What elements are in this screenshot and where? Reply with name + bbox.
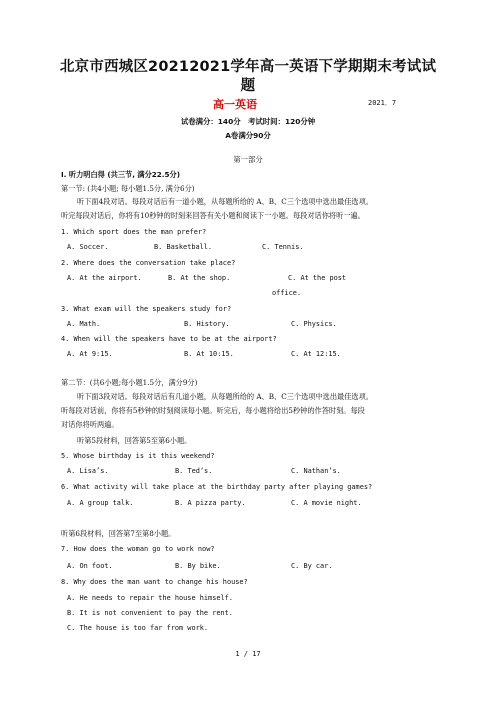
- q8-option-c: C. The house is too far from work.: [67, 624, 209, 632]
- subsection-1-instruction: 听下面4段对话。每段对话后有一道小题，从每题所给的 A、B、C三个选项中选出最佳选项。: [77, 197, 373, 206]
- question-8: 8. Why does the man want to change his house?: [61, 578, 248, 586]
- q2-option-c: C. At the post: [288, 274, 347, 282]
- q3-option-a: A. Math.: [67, 320, 101, 328]
- material-5-note: 听第5段材料，回答第5至第6小题。: [77, 436, 192, 445]
- material-6-note: 听第6段材料，回答第7至第8小题。: [61, 529, 176, 538]
- q3-option-c: C. Physics.: [291, 320, 337, 328]
- question-5: 5. Whose birthday is it this weekend?: [61, 452, 215, 460]
- q8-option-b: B. It is not convenient to pay the rent.: [67, 609, 233, 617]
- q8-option-a: A. He needs to repair the house himself.: [67, 594, 233, 602]
- exam-date: 2021．7: [368, 99, 397, 107]
- q1-option-a: A. Soccer.: [67, 243, 109, 251]
- q5-option-c: C. Nathan’s.: [291, 467, 341, 475]
- subsection-1-instruction-cont: 听完每段对话后，你将有10秒钟的时刻来回答有关小题和阅读下一小题。每段对话你将听一遍。: [61, 211, 365, 220]
- question-2: 2. Where does the conversation take place?: [61, 259, 236, 267]
- q2-option-b: B. At the shop.: [168, 274, 231, 282]
- q5-option-b: B. Ted’s.: [175, 467, 213, 475]
- q7-option-c: C. By car.: [291, 562, 333, 570]
- section-a-score: A卷满分90分: [225, 131, 271, 140]
- q4-option-c: C. At 12:15.: [291, 350, 341, 358]
- subsection-2-intro: 第二节：(共6小题;每小题1.5分，满分9分): [61, 378, 198, 387]
- q7-option-a: A. On foot.: [67, 562, 113, 570]
- q6-option-c: C. A movie night.: [291, 499, 362, 507]
- subject-label: 高一英语: [213, 98, 257, 111]
- question-3: 3. What exam will the speakers study for?: [61, 305, 232, 313]
- subsection-2-instruction-cont: 听每段对话前，你将有5秒钟的时刻阅读每小题。听完后，每小题将给出5秒钟的作答时刻。每段: [61, 406, 365, 415]
- q5-option-a: A. Lisa’s.: [67, 467, 109, 475]
- question-6: 6. What activity will take place at the birthday party after playing games?: [61, 483, 373, 491]
- title-line-1: 北京市西城区20212021学年高一英语下学期期末考试试: [59, 59, 437, 75]
- page-number: 1 / 17: [235, 650, 261, 658]
- title-line-2: 题: [240, 78, 256, 94]
- q4-option-a: A. At 9:15.: [67, 350, 113, 358]
- question-7: 7. How does the woman go to work now?: [61, 545, 215, 553]
- q1-option-b: B. Basketball.: [154, 243, 213, 251]
- question-4: 4. When will the speakers have to be at the airport?: [61, 335, 277, 343]
- q7-option-b: B. By bike.: [175, 562, 221, 570]
- score-time-info: 试卷满分：140分 考试时间：120分钟: [180, 117, 316, 126]
- q4-option-b: B. At 10:15.: [184, 350, 234, 358]
- subsection-2-instruction-end: 对话你将听两遍。: [61, 420, 119, 429]
- question-1: 1. Which sport does the man prefer?: [61, 228, 207, 236]
- subsection-1-intro: 第一节: (共4小题; 每小题1.5分, 满分6分): [61, 184, 195, 193]
- q1-option-c: C. Tennis.: [262, 243, 304, 251]
- q2-option-c-cont: office.: [272, 289, 302, 297]
- section-heading: I. 听力明白得 (共三节, 满分22.5分): [61, 170, 181, 179]
- page-title: [40, 58, 456, 96]
- q2-option-a: A. At the airport.: [67, 274, 142, 282]
- q3-option-b: B. History.: [184, 320, 230, 328]
- part-label: 第一部分: [233, 155, 263, 164]
- subsection-2-instruction: 听下面3段对话。每段对话后有几道小题，从每题所给的 A、B、C三个选项中选出最佳选项。: [77, 392, 373, 401]
- q6-option-a: A. A group talk.: [67, 499, 134, 507]
- q6-option-b: B. A pizza party.: [175, 499, 246, 507]
